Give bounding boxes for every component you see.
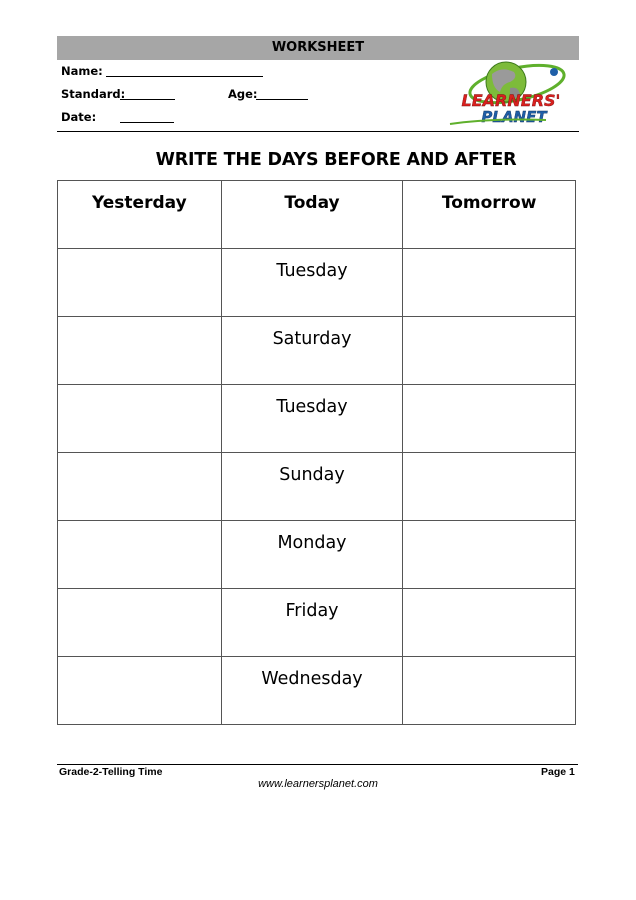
yesterday-answer-cell[interactable]: [58, 453, 222, 521]
age-label: Age:: [228, 87, 258, 101]
name-label: Name:: [61, 64, 103, 78]
tomorrow-answer-cell[interactable]: [403, 521, 576, 589]
column-header-today: Today: [221, 181, 403, 249]
footer-grade-topic: Grade-2-Telling Time: [59, 766, 163, 778]
today-cell: Wednesday: [221, 657, 403, 725]
table-row: [58, 249, 576, 317]
column-header-yesterday: Yesterday: [58, 181, 222, 249]
today-cell: Saturday: [221, 317, 403, 385]
today-cell: Sunday: [221, 453, 403, 521]
tomorrow-answer-cell[interactable]: [403, 385, 576, 453]
tomorrow-answer-cell[interactable]: [403, 589, 576, 657]
yesterday-answer-cell[interactable]: [58, 317, 222, 385]
tomorrow-answer-cell[interactable]: [403, 657, 576, 725]
standard-label: Standard:: [61, 87, 126, 101]
yesterday-answer-cell[interactable]: [58, 657, 222, 725]
table-row: [58, 657, 576, 725]
date-blank[interactable]: [120, 122, 174, 123]
worksheet-instruction: WRITE THE DAYS BEFORE AND AFTER: [155, 150, 517, 170]
yesterday-answer-cell[interactable]: [58, 521, 222, 589]
date-label: Date:: [61, 110, 97, 124]
header-row: [58, 181, 576, 249]
age-blank[interactable]: [256, 99, 308, 100]
yesterday-answer-cell[interactable]: [58, 385, 222, 453]
header-divider: [57, 131, 579, 132]
worksheet-header-bar: WORKSHEET: [57, 36, 579, 60]
today-cell: Monday: [221, 521, 403, 589]
tomorrow-answer-cell[interactable]: [403, 317, 576, 385]
days-table: [57, 180, 576, 725]
name-blank[interactable]: [106, 76, 263, 77]
today-cell: Tuesday: [221, 249, 403, 317]
logo-text-bottom: PLANET: [481, 108, 547, 126]
learners-planet-logo: [444, 58, 578, 130]
tomorrow-answer-cell[interactable]: [403, 249, 576, 317]
today-cell: Friday: [221, 589, 403, 657]
yesterday-answer-cell[interactable]: [58, 589, 222, 657]
footer-divider: [57, 764, 578, 765]
table-row: [58, 521, 576, 589]
tomorrow-answer-cell[interactable]: [403, 453, 576, 521]
table-row: [58, 385, 576, 453]
table-row: [58, 453, 576, 521]
column-header-tomorrow: Tomorrow: [403, 181, 576, 249]
standard-blank[interactable]: [120, 99, 175, 100]
footer-website-link[interactable]: www.learnersplanet.com: [258, 778, 378, 790]
today-cell: Tuesday: [221, 385, 403, 453]
footer-page-number: Page 1: [541, 766, 575, 778]
logo-text-top: LEARNERS': [461, 91, 561, 110]
table-row: [58, 589, 576, 657]
table-row: [58, 317, 576, 385]
yesterday-answer-cell[interactable]: [58, 249, 222, 317]
